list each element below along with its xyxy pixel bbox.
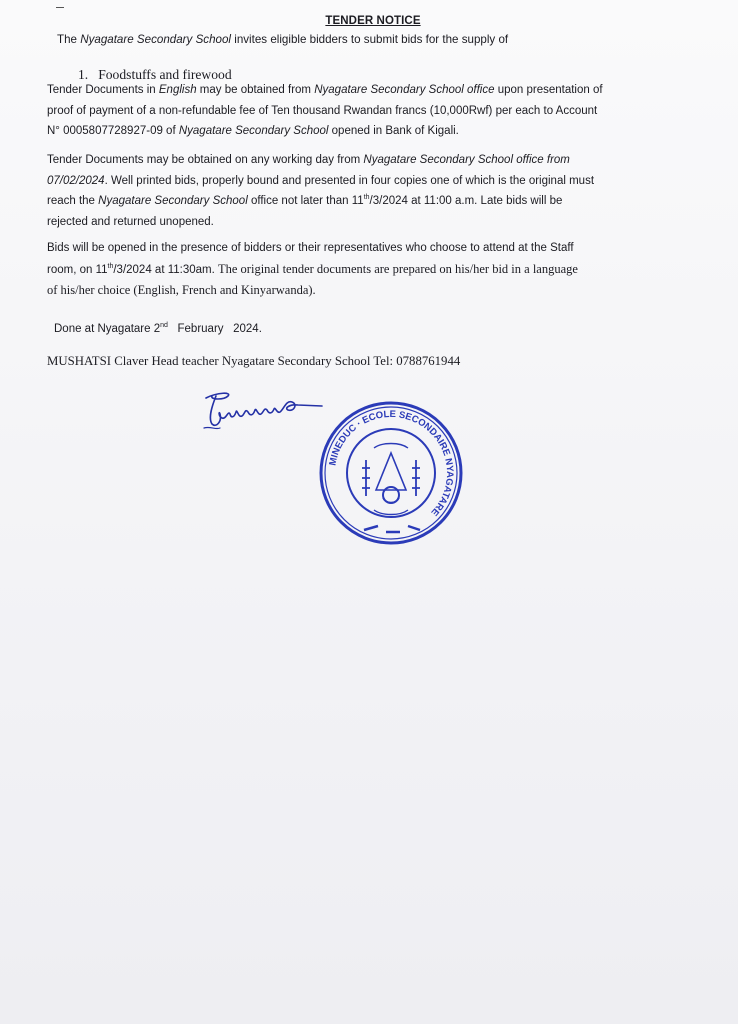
- supply-item-number: 1.: [78, 67, 89, 82]
- scan-mark: [56, 7, 64, 8]
- intro-text-end: invites eligible bidders to submit bids for the supply of: [231, 33, 509, 46]
- p3-line-1: Bids will be opened in the presence of bidders or their representatives who choose to attend at the Staff: [47, 242, 574, 254]
- supply-item-text: Foodstuffs and firewood: [98, 67, 232, 82]
- paragraph-documents: [47, 80, 687, 142]
- head-teacher-line: MUSHATSI Claver Head teacher Nyagatare Secondary School Tel: 0788761944: [47, 354, 461, 368]
- paragraph-opening: [47, 238, 687, 301]
- paragraph-submission: [47, 150, 687, 232]
- p1-line-2: proof of payment of a non-refundable fee of Ten thousand Rwandan francs (10,000Rwf) per each to Account: [47, 104, 598, 117]
- stamp-ring-text: MINEDUC · ECOLE SECONDAIRE NYAGATARE: [327, 408, 456, 518]
- p2-line-2: 07/02/2024. Well printed bids, properly bound and presented in four copies one of which is the original must: [47, 174, 595, 187]
- intro-text: The: [57, 33, 81, 46]
- p2-line-1: Tender Documents may be obtained on any working day from Nyagatare Secondary School office from: [47, 154, 570, 166]
- notice-title: TENDER NOTICE: [325, 15, 421, 27]
- p3-line-2: room, on 11th/3/2024 at 11:30am. The original tender documents are prepared on his/her bid in a language: [47, 261, 578, 276]
- p2-line-4: rejected and returned unopened.: [47, 215, 214, 228]
- p1-line-1: Tender Documents in English may be obtained from Nyagatare Secondary School office upon presentation of: [47, 84, 603, 96]
- p2-line-3: reach the Nyagatare Secondary School office not later than 11th/3/2024 at 11:00 a.m. Late bids will be: [47, 194, 563, 207]
- school-stamp: [316, 398, 466, 548]
- p3-line-3: of his/her choice (English, French and Kinyarwanda).: [47, 283, 316, 297]
- notice-intro: [57, 33, 508, 46]
- done-line: Done at Nyagatare 2nd February 2024.: [54, 322, 262, 335]
- p1-line-3: N° 0005807728927-09 of Nyagatare Secondary School opened in Bank of Kigali.: [47, 125, 459, 137]
- intro-school: Nyagatare Secondary School: [80, 33, 232, 46]
- signature: [198, 388, 328, 438]
